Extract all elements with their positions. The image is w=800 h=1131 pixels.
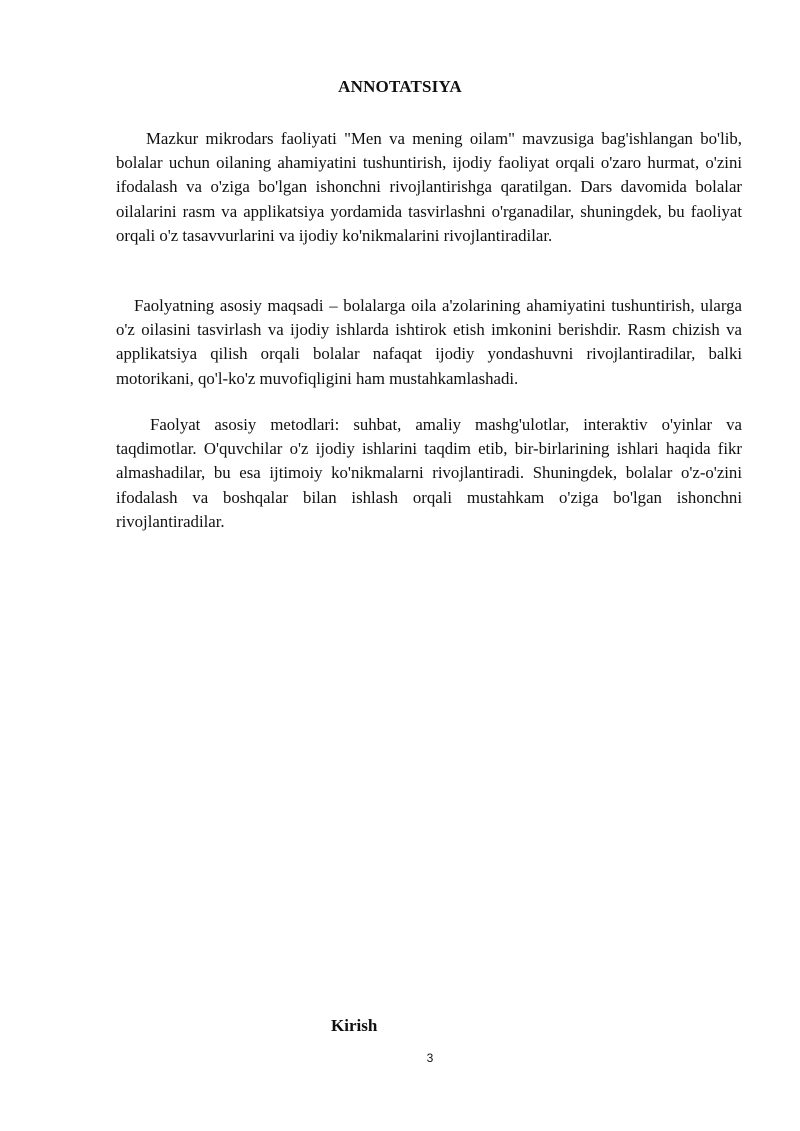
page-number: 3: [426, 1051, 434, 1065]
annotation-paragraph-1: Mazkur mikrodars faoliyati "Men va mening oilam" mavzusiga bag'ishlangan bo'lib, bolalar uchun oilaning ahamiyatini tushuntirish, ijodiy faoliyat orqali o'zaro hurmat, o'zini ifodalash va o'ziga bo'lgan ishonchni rivojlantirishga qaratilgan. Dars davomida bolalar oilalarini rasm va applikatsiya yordamida tasvirlashni o'rganadilar, shuningdek, bu faoliyat orqali o'z tasavvurlarini va ijodiy ko'nikmalarini rivojlantiradilar.: [116, 129, 742, 245]
section-heading-kirish: Kirish: [331, 1016, 378, 1035]
annotation-paragraph-3: Faolyat asosiy metodlari: suhbat, amaliy mashg'ulotlar, interaktiv o'yinlar va taqdimotlar. O'quvchilar o'z ijodiy ishlarini taqdim etib, bir-birlarining ishlari haqida fikr almashadilar, bu esa ijtimoiy ko'nikmalarni rivojlantiradi. Shuningdek, bolalar o'z-o'zini ifodalash va boshqalar bilan ishlash orqali mustahkam o'ziga bo'lgan ishonchni rivojlantiradilar.: [116, 415, 742, 531]
page-title: ANNOTATSIYA: [338, 77, 462, 96]
annotation-paragraph-2: Faolyatning asosiy maqsadi – bolalarga oila a'zolarining ahamiyatini tushuntirish, ularga o'z oilasini tasvirlash va ijodiy ishlarda ishtirok etish imkonini berishdir. Rasm chizish va applikatsiya qilish orqali bolalar nafaqat ijodiy yondashuvni rivojlantiradilar, balki motorikani, qo'l-ko'z muvofiqligini ham mustahkamlashadi.: [116, 296, 742, 388]
